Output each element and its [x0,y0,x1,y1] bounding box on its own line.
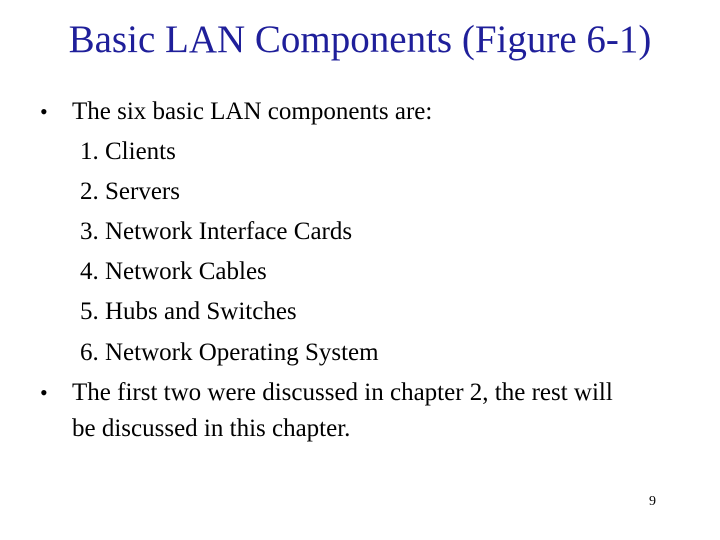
slide-title: Basic LAN Components (Figure 6-1) [68,18,652,61]
bullet-marker: • [40,99,48,124]
bullet-text-discussion-line1: The first two were discussed in chapter 2, the rest will [72,379,613,406]
list-item-hubs-and-switches: 5. Hubs and Switches [80,298,297,325]
list-item-clients: 1. Clients [80,138,176,165]
list-item-servers: 2. Servers [80,178,180,205]
bullet-text-discussion-line2: be discussed in this chapter. [72,415,351,442]
bullet-marker: • [40,380,48,405]
list-item-network-interface-cards: 3. Network Interface Cards [80,218,353,245]
bullet-text-components-intro: The six basic LAN components are: [72,98,433,125]
list-item-network-cables: 4. Network Cables [80,258,267,285]
list-item-network-operating-system: 6. Network Operating System [80,339,379,366]
page-number: 9 [649,494,656,509]
